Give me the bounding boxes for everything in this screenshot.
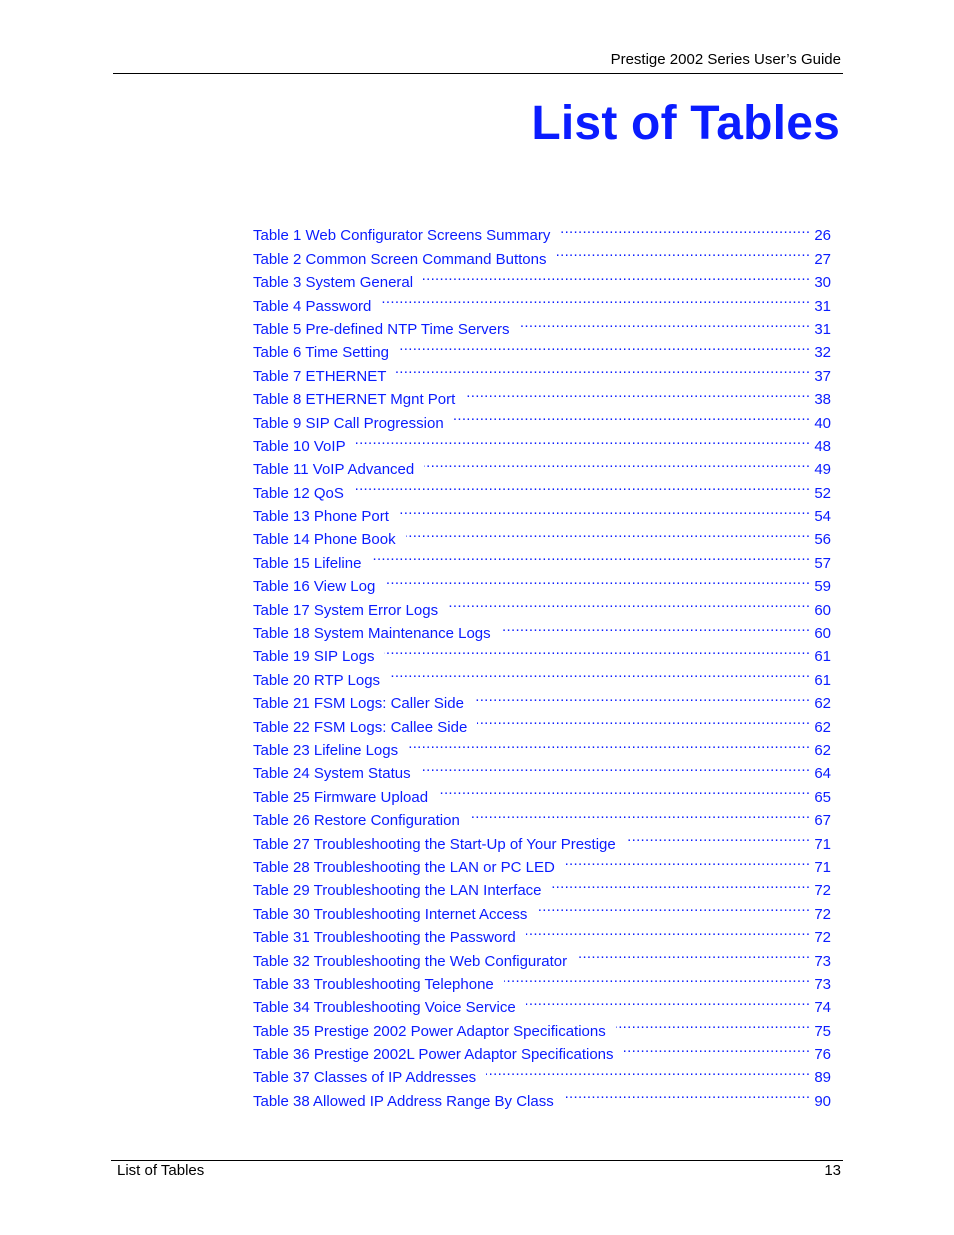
dot-leader bbox=[385, 568, 810, 591]
toc-entry-page-number[interactable]: 52 bbox=[814, 484, 831, 502]
toc-entry-label[interactable]: Table 2 Common Screen Command Buttons bbox=[253, 250, 547, 268]
page-title: List of Tables bbox=[531, 97, 840, 150]
toc-entry-label[interactable]: Table 30 Troubleshooting Internet Access bbox=[253, 905, 528, 923]
toc-entry-page-number[interactable]: 31 bbox=[814, 320, 831, 338]
toc-entry-label[interactable]: Table 28 Troubleshooting the LAN or PC LED bbox=[253, 858, 555, 876]
toc-entry-label[interactable]: Table 20 RTP Logs bbox=[253, 671, 381, 689]
footer-page-number: 13 bbox=[824, 1162, 841, 1179]
dot-leader bbox=[520, 311, 811, 334]
toc-entry-page-number[interactable]: 72 bbox=[814, 882, 831, 900]
footer-divider bbox=[111, 1160, 843, 1161]
dot-leader bbox=[448, 591, 810, 614]
dot-leader bbox=[421, 755, 811, 778]
toc-entry-page-number[interactable]: 73 bbox=[814, 975, 831, 993]
dot-leader bbox=[565, 849, 810, 872]
header-divider bbox=[113, 73, 843, 74]
toc-entry-page-number[interactable]: 57 bbox=[814, 554, 831, 572]
toc-entry-label[interactable]: Table 36 Prestige 2002L Power Adaptor Specifications bbox=[253, 1046, 614, 1064]
dot-leader bbox=[560, 217, 810, 240]
toc-entry-page-number[interactable]: 71 bbox=[814, 858, 831, 876]
toc-entry-label[interactable]: Table 12 QoS bbox=[253, 484, 344, 502]
dot-leader bbox=[552, 872, 811, 895]
guide-title: Prestige 2002 Series User’s Guide bbox=[610, 51, 841, 68]
toc-entry-label[interactable]: Table 14 Phone Book bbox=[253, 531, 396, 549]
toc-entry-label[interactable]: Table 27 Troubleshooting the Start-Up of Your Prestige bbox=[253, 835, 616, 853]
toc-entry-label[interactable]: Table 3 System General bbox=[253, 274, 414, 292]
toc-entry-page-number[interactable]: 74 bbox=[814, 999, 831, 1017]
toc-entry-page-number[interactable]: 31 bbox=[814, 297, 831, 315]
toc-entry-label[interactable]: Table 7 ETHERNET bbox=[253, 367, 387, 385]
toc-entry-page-number[interactable]: 72 bbox=[814, 929, 831, 947]
toc-entry-page-number[interactable]: 61 bbox=[814, 671, 831, 689]
toc-entry-label[interactable]: Table 6 Time Setting bbox=[253, 344, 389, 362]
dot-leader bbox=[504, 966, 811, 989]
dot-leader bbox=[354, 474, 810, 497]
dot-leader bbox=[423, 264, 810, 287]
toc-entry-page-number[interactable]: 75 bbox=[814, 1022, 831, 1040]
toc-entry-label[interactable]: Table 9 SIP Call Progression bbox=[253, 414, 444, 432]
toc-entry-label[interactable]: Table 15 Lifeline bbox=[253, 554, 362, 572]
toc-entry-page-number[interactable]: 72 bbox=[814, 905, 831, 923]
toc-entry-page-number[interactable]: 60 bbox=[814, 625, 831, 643]
toc-entry-page-number[interactable]: 62 bbox=[814, 718, 831, 736]
toc-entry-page-number[interactable]: 67 bbox=[814, 812, 831, 830]
toc-entry-label[interactable]: Table 29 Troubleshooting the LAN Interface bbox=[253, 882, 542, 900]
dot-leader bbox=[454, 404, 811, 427]
toc-entry[interactable] bbox=[253, 217, 831, 245]
toc-entry-label[interactable]: Table 33 Troubleshooting Telephone bbox=[253, 975, 494, 993]
toc-entry-page-number[interactable]: 48 bbox=[814, 437, 831, 455]
dot-leader bbox=[470, 802, 811, 825]
toc-entry-label[interactable]: Table 25 Firmware Upload bbox=[253, 788, 429, 806]
dot-leader bbox=[526, 919, 811, 942]
toc-entry-label[interactable]: Table 13 Phone Port bbox=[253, 508, 389, 526]
dot-leader bbox=[577, 942, 810, 965]
toc-entry-page-number[interactable]: 71 bbox=[814, 835, 831, 853]
toc-entry-label[interactable]: Table 11 VoIP Advanced bbox=[253, 461, 415, 479]
toc-entry-label[interactable]: Table 32 Troubleshooting the Web Configurator bbox=[253, 952, 568, 970]
dot-leader bbox=[465, 381, 810, 404]
toc-entry-page-number[interactable]: 62 bbox=[814, 695, 831, 713]
dot-leader bbox=[474, 685, 810, 708]
toc-entry-label[interactable]: Table 17 System Error Logs bbox=[253, 601, 439, 619]
toc-entry-label[interactable]: Table 38 Allowed IP Address Range By Class bbox=[253, 1092, 554, 1110]
dot-leader bbox=[537, 895, 810, 918]
toc-entry-page-number[interactable]: 64 bbox=[814, 765, 831, 783]
dot-leader bbox=[526, 989, 811, 1012]
toc-entry-page-number[interactable]: 73 bbox=[814, 952, 831, 970]
toc-entry-page-number[interactable]: 59 bbox=[814, 578, 831, 596]
toc-entry-label[interactable]: Table 5 Pre-defined NTP Time Servers bbox=[253, 320, 510, 338]
toc-entry-label[interactable]: Table 4 Password bbox=[253, 297, 372, 315]
toc-entry-page-number[interactable]: 38 bbox=[814, 391, 831, 409]
toc-entry-page-number[interactable]: 26 bbox=[814, 227, 831, 245]
toc-entry-page-number[interactable]: 27 bbox=[814, 250, 831, 268]
toc-entry-page-number[interactable]: 65 bbox=[814, 788, 831, 806]
dot-leader bbox=[624, 1036, 811, 1059]
dot-leader bbox=[371, 544, 810, 567]
toc-entry-label[interactable]: Table 10 VoIP bbox=[253, 437, 346, 455]
toc-entry-label[interactable]: Table 24 System Status bbox=[253, 765, 411, 783]
dot-leader bbox=[626, 825, 811, 848]
dot-leader bbox=[356, 428, 811, 451]
toc-entry-page-number[interactable]: 40 bbox=[814, 414, 831, 432]
toc-entry-label[interactable]: Table 8 ETHERNET Mgnt Port bbox=[253, 391, 456, 409]
toc-entry-label[interactable]: Table 21 FSM Logs: Caller Side bbox=[253, 695, 464, 713]
dot-leader bbox=[399, 498, 810, 521]
toc-entry-page-number[interactable]: 32 bbox=[814, 344, 831, 362]
dot-leader bbox=[438, 778, 810, 801]
footer-section-title: List of Tables bbox=[117, 1162, 205, 1179]
toc-entry-label[interactable]: Table 35 Prestige 2002 Power Adaptor Specifications bbox=[253, 1022, 606, 1040]
dot-leader bbox=[408, 732, 810, 755]
toc-entry-label[interactable]: Table 19 SIP Logs bbox=[253, 648, 375, 666]
dot-leader bbox=[390, 661, 810, 684]
toc-entry-page-number[interactable]: 49 bbox=[814, 461, 831, 479]
dot-leader bbox=[501, 615, 811, 638]
toc-entry-page-number[interactable]: 56 bbox=[814, 531, 831, 549]
dot-leader bbox=[399, 334, 810, 357]
list-of-tables bbox=[253, 217, 831, 1110]
dot-leader bbox=[564, 1082, 811, 1105]
dot-leader bbox=[486, 1059, 810, 1082]
toc-entry-label[interactable]: Table 37 Classes of IP Addresses bbox=[253, 1069, 477, 1087]
toc-entry-page-number[interactable]: 76 bbox=[814, 1046, 831, 1064]
toc-entry-label[interactable]: Table 16 View Log bbox=[253, 578, 376, 596]
toc-entry-label[interactable]: Table 18 System Maintenance Logs bbox=[253, 625, 491, 643]
toc-entry-page-number[interactable]: 60 bbox=[814, 601, 831, 619]
dot-leader bbox=[477, 708, 810, 731]
toc-entry-page-number[interactable]: 54 bbox=[814, 508, 831, 526]
toc-entry-label[interactable]: Table 31 Troubleshooting the Password bbox=[253, 929, 516, 947]
dot-leader bbox=[424, 451, 810, 474]
toc-entry-label[interactable]: Table 22 FSM Logs: Callee Side bbox=[253, 718, 468, 736]
toc-entry-label[interactable]: Table 1 Web Configurator Screens Summary bbox=[253, 227, 551, 245]
toc-entry-page-number[interactable]: 90 bbox=[814, 1092, 831, 1110]
dot-leader bbox=[384, 638, 810, 661]
toc-entry-page-number[interactable]: 89 bbox=[814, 1069, 831, 1087]
dot-leader bbox=[616, 1012, 811, 1035]
dot-leader bbox=[406, 521, 811, 544]
toc-entry-page-number[interactable]: 62 bbox=[814, 741, 831, 759]
toc-entry-page-number[interactable]: 30 bbox=[814, 274, 831, 292]
toc-entry-page-number[interactable]: 37 bbox=[814, 367, 831, 385]
dot-leader bbox=[381, 287, 810, 310]
dot-leader bbox=[556, 240, 810, 263]
toc-entry-label[interactable]: Table 23 Lifeline Logs bbox=[253, 741, 399, 759]
toc-entry-page-number[interactable]: 61 bbox=[814, 648, 831, 666]
toc-entry-label[interactable]: Table 34 Troubleshooting Voice Service bbox=[253, 999, 516, 1017]
dot-leader bbox=[396, 357, 810, 380]
toc-entry-label[interactable]: Table 26 Restore Configuration bbox=[253, 812, 460, 830]
